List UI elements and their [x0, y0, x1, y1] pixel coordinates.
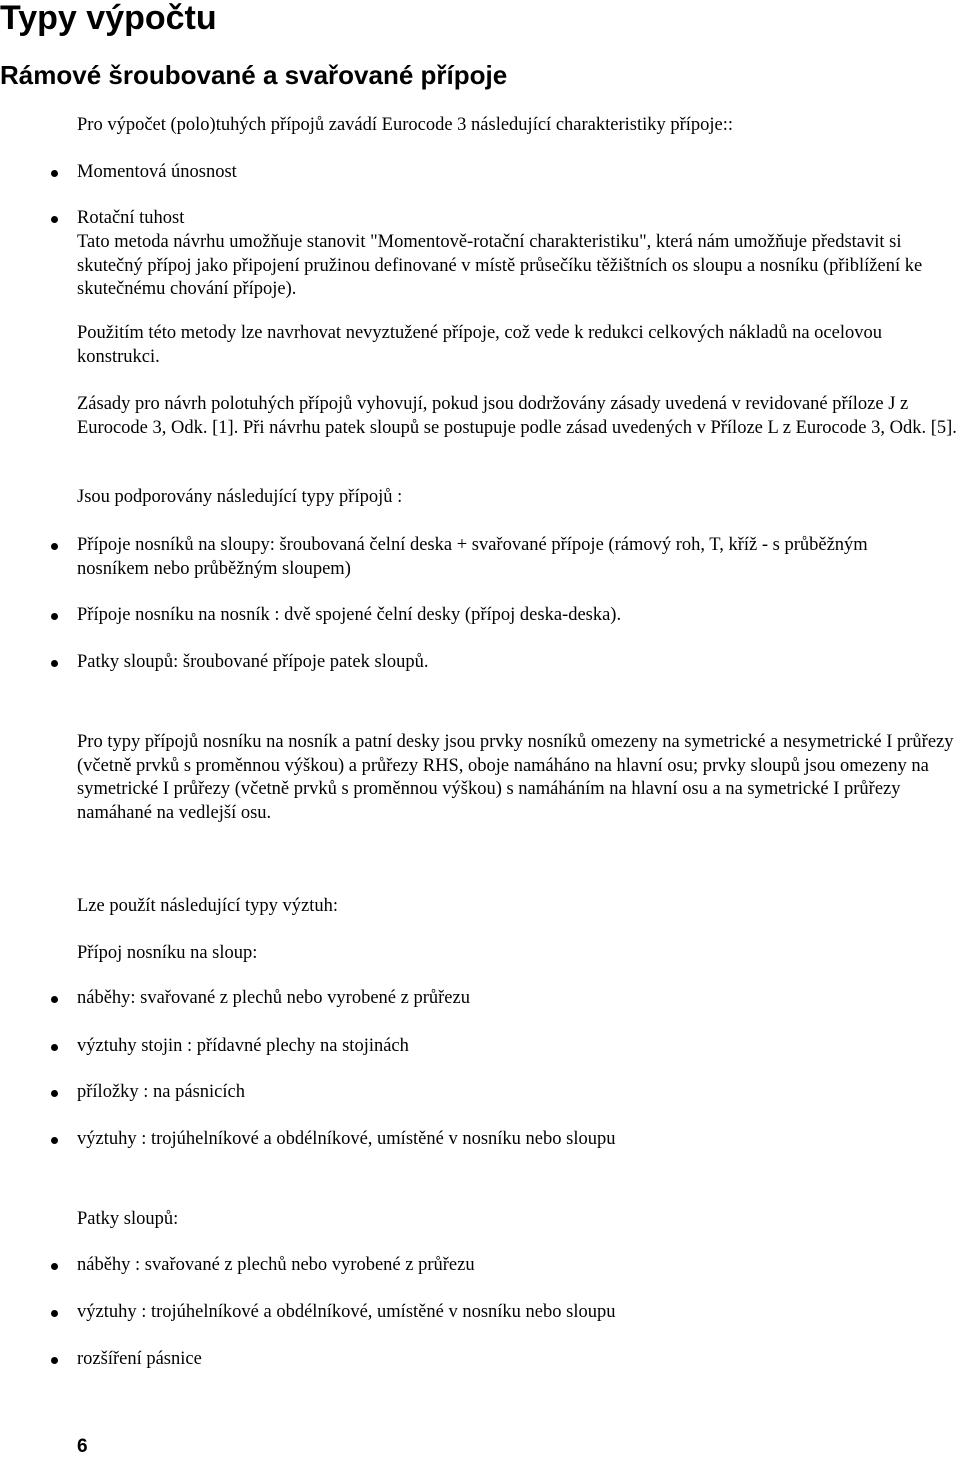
page-title: Typy výpočtu	[0, 0, 217, 37]
list-item: náběhy: svařované z plechů nebo vyrobené z průřezu	[77, 988, 470, 1008]
list-item: Rotační tuhost	[77, 208, 185, 228]
list-item: náběhy : svařované z plechů nebo vyrobené z průřezu	[77, 1255, 475, 1275]
bullet-icon	[51, 1044, 58, 1051]
supported-heading: Jsou podporovány následující typy přípojů :	[77, 487, 403, 507]
beam-column-heading: Přípoj nosníku na sloup:	[77, 943, 258, 963]
list-item: Patky sloupů: šroubované přípoje patek sloupů.	[77, 652, 429, 672]
bullet-icon	[51, 660, 58, 667]
list-item: výztuhy : trojúhelníkové a obdélníkové, umístěné v nosníku nebo sloupu	[77, 1129, 616, 1149]
bullet-icon	[51, 996, 58, 1003]
method-paragraph: Tato metoda návrhu umožňuje stanovit "Momentově-rotační charakteristiku", která nám umožňuje představit si skutečný přípoj jako připojení pružinou definované v místě průsečíku těžištních os sloupu a nosníku (přiblížení ke skutečnému chování přípoje).	[77, 232, 923, 299]
bullet-icon	[51, 613, 58, 620]
list-item: příložky : na pásnicích	[77, 1082, 245, 1102]
bullet-icon	[51, 1090, 58, 1097]
bullet-icon	[51, 1310, 58, 1317]
bullet-icon	[51, 1263, 58, 1270]
base-heading: Patky sloupů:	[77, 1209, 179, 1229]
list-item: rozšíření pásnice	[77, 1349, 202, 1369]
list-item: Přípoje nosníku na nosník : dvě spojené čelní desky (přípoj deska-deska).	[77, 605, 622, 625]
bullet-icon	[51, 216, 58, 223]
list-item: výztuhy stojin : přídavné plechy na stojinách	[77, 1036, 409, 1056]
bullet-icon	[51, 1137, 58, 1144]
list-item: Přípoje nosníků na sloupy: šroubovaná čelní deska + svařované přípoje (rámový roh, T, kříž - s průběžným nosníkem nebo průběžným sloupem)	[77, 535, 868, 579]
page-number: 6	[77, 1436, 88, 1457]
stiffeners-heading: Lze použít následující typy výztuh:	[77, 896, 338, 916]
list-item: Momentová únosnost	[77, 162, 237, 182]
profiles-paragraph: Pro typy přípojů nosníku na nosník a patní desky jsou prvky nosníků omezeny na symetrické a nesymetrické I průřezy (včetně prvků s proměnnou výškou) a průřezy RHS, oboje namáháno na hlavní osu; prvky sloupů jsou omezeny na symetrické I průřezy (včetně prvků s proměnnou výškou) s namáháním na hlavní osu a na symetrické I průřezy namáhané na vedlejší osu.	[77, 732, 954, 823]
bullet-icon	[51, 170, 58, 177]
intro-paragraph: Pro výpočet (polo)tuhých přípojů zavádí Eurocode 3 následující charakteristiky přípoje::	[77, 115, 734, 135]
bullet-icon	[51, 543, 58, 550]
bullet-icon	[51, 1357, 58, 1364]
list-item: výztuhy : trojúhelníkové a obdélníkové, umístěné v nosníku nebo sloupu	[77, 1302, 616, 1322]
section-subtitle: Rámové šroubované a svařované přípoje	[0, 60, 508, 90]
principles-paragraph: Zásady pro návrh polotuhých přípojů vyhovují, pokud jsou dodržovány zásady uvedená v revidované příloze J z Eurocode 3, Odk. [1]. Při návrhu patek sloupů se postupuje podle zásad uvedených v Příloze L z Eurocode 3, Odk. [5].	[77, 394, 957, 438]
usage-paragraph: Použitím této metody lze navrhovat nevyztužené přípoje, což vede k redukci celkových nákladů na ocelovou konstrukci.	[77, 323, 882, 367]
